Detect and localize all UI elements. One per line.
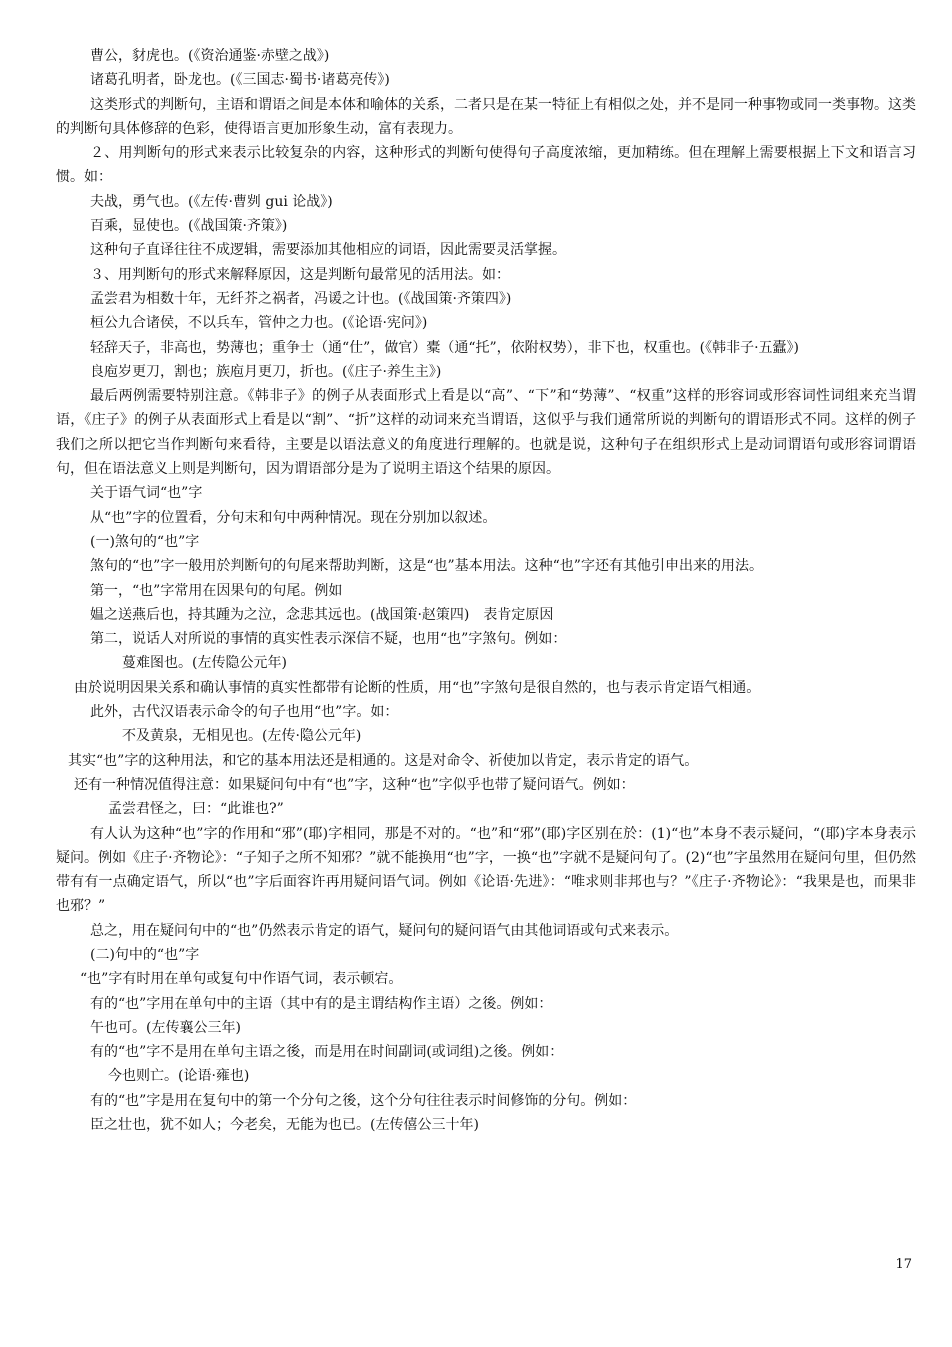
paragraph: 第二，说话人对所说的事情的真实性表示深信不疑，也用“也”字煞句。例如： (90, 631, 567, 648)
paragraph: 夫战，勇气也。(《左传·曹刿 gui 论战》) (90, 193, 333, 210)
page-number: 17 (895, 1257, 912, 1272)
paragraph: 孟尝君怪之，曰：“此谁也?” (108, 801, 284, 818)
paragraph: 轻辞天子，非高也，势薄也；重争士（通“仕”，做官）橐（通“托”，依附权势），非下也，权重也。(《韩非子·五蠹》) (90, 339, 799, 356)
paragraph: 有的“也”字是用在复句中的第一个分句之後，这个分句往往表示时间修饰的分句。例如： (90, 1092, 637, 1109)
paragraph: 臣之壮也，犹不如人；今老矣，无能为也已。(左传僖公三十年) (90, 1117, 479, 1134)
paragraph: 不及黄泉，无相见也。(左传·隐公元年) (122, 728, 362, 745)
paragraph: 其实“也”字的这种用法，和它的基本用法还是相通的。这是对命令、祈使加以肯定，表示肯定的语气。 (68, 752, 699, 769)
paragraph: 这类形式的判断句，主语和谓语之间是本体和喻体的关系，二者只是在某一特征上有相似之处，并不是同一种事物或同一类事物。这类的判断句具体修辞的色彩，使得语言更加形象生动，富有表现力。 (56, 96, 916, 137)
paragraph: 有的“也”字不是用在单句主语之後，而是用在时间副词(或词组)之後。例如： (90, 1044, 564, 1061)
paragraph: 媪之送燕后也，持其踵为之泣，念悲其远也。(战国策·赵策四) 表肯定原因 (90, 606, 554, 623)
paragraph: (一)煞句的“也”字 (90, 533, 200, 550)
paragraph: 此外，古代汉语表示命令的句子也用“也”字。如： (90, 704, 399, 721)
paragraph: 这种句子直译往往不成逻辑，需要添加其他相应的词语，因此需要灵活掌握。 (90, 242, 566, 259)
paragraph: 还有一种情况值得注意：如果疑问句中有“也”字，这种“也”字似乎也带了疑问语气。例如： (74, 776, 635, 793)
document-body (56, 44, 916, 1137)
paragraph: 关于语气词“也”字 (90, 485, 203, 502)
paragraph: 有的“也”字用在单句中的主语（其中有的是主谓结构作主语）之後。例如： (90, 995, 553, 1012)
paragraph: 午也可。(左传襄公三年) (90, 1019, 241, 1036)
paragraph: 第一，“也”字常用在因果句的句尾。例如 (90, 582, 343, 599)
paragraph: 百乘，显使也。(《战国策·齐策》) (90, 218, 288, 235)
paragraph: 有人认为这种“也”字的作用和“邪”(耶)字相同，那是不对的。“也”和“邪”(耶)字区别在於：(1)“也”本身不表示疑问，“(耶)字本身表示疑问。例如《庄子·齐物论》：“子知子之所不知邪？”就不能换用“也”字，一换“也”字就不是疑问句了。(2)“也”字虽然用在疑问句里，但仍然带有有一点确定语气，所以“也”字后面容许再用疑问语气词。例如《论语·先进》：“唯求则非邦也与？”《庄子·齐物论》：“我果是也，而果非也邪？” (56, 825, 916, 915)
paragraph: 煞句的“也”字一般用於判断句的句尾来帮助判断，这是“也”基本用法。这种“也”字还有其他引申出来的用法。 (90, 558, 763, 575)
paragraph: 蔓难图也。(左传隐公元年) (122, 655, 287, 672)
paragraph: 由於说明因果关系和确认事情的真实性都带有论断的性质，用“也”字煞句是很自然的，也与表示肯定语气相通。 (74, 679, 761, 696)
paragraph: 曹公，豺虎也。(《资治通鉴·赤壁之战》) (90, 48, 330, 64)
paragraph: ３、用判断句的形式来解释原因，这是判断句最常见的活用法。如： (90, 266, 510, 283)
paragraph: “也”字有时用在单句或复句中作语气词，表示顿宕。 (80, 971, 403, 988)
paragraph: 孟尝君为相数十年，无纤芥之祸者，冯谖之计也。(《战国策·齐策四》) (90, 290, 512, 307)
paragraph: ２、用判断句的形式来表示比较复杂的内容，这种形式的判断句使得句子高度浓缩，更加精练。但在理解上需要根据上下文和语言习惯。如： (56, 145, 916, 186)
paragraph: 桓公九合诸侯，不以兵车，管仲之力也。(《论语·宪问》) (90, 315, 428, 332)
paragraph: 今也则亡。(论语·雍也) (108, 1068, 250, 1085)
paragraph: 总之，用在疑问句中的“也”仍然表示肯定的语气，疑问句的疑问语气由其他词语或句式来表示。 (90, 922, 679, 939)
paragraph: 从“也”字的位置看，分句末和句中两种情况。现在分别加以叙述。 (90, 509, 497, 526)
paragraph: 良庖岁更刀，割也；族庖月更刀，折也。(《庄子·养生主》) (90, 363, 442, 380)
paragraph: 最后两例需要特别注意。《韩非子》的例子从表面形式上看是以“高”、“下”和“势薄”、“权重”这样的形容词或形容词性词组来充当谓语，《庄子》的例子从表面形式上看是以“割”、“折”这样的动词来充当谓语，这似乎与我们通常所说的判断句的谓语形式不同。这样的例子我们之所以把它当作判断句来看待，主要是以语法意义的角度进行理解的。也就是说，这种句子在组织形式上是动词谓语句或形容词谓语句，但在语法意义上则是判断句，因为谓语部分是为了说明主语这个结果的原因。 (56, 388, 916, 478)
paragraph: 诸葛孔明者，卧龙也。(《三国志·蜀书·诸葛亮传》) (90, 72, 390, 89)
paragraph: (二)句中的“也”字 (90, 946, 200, 963)
